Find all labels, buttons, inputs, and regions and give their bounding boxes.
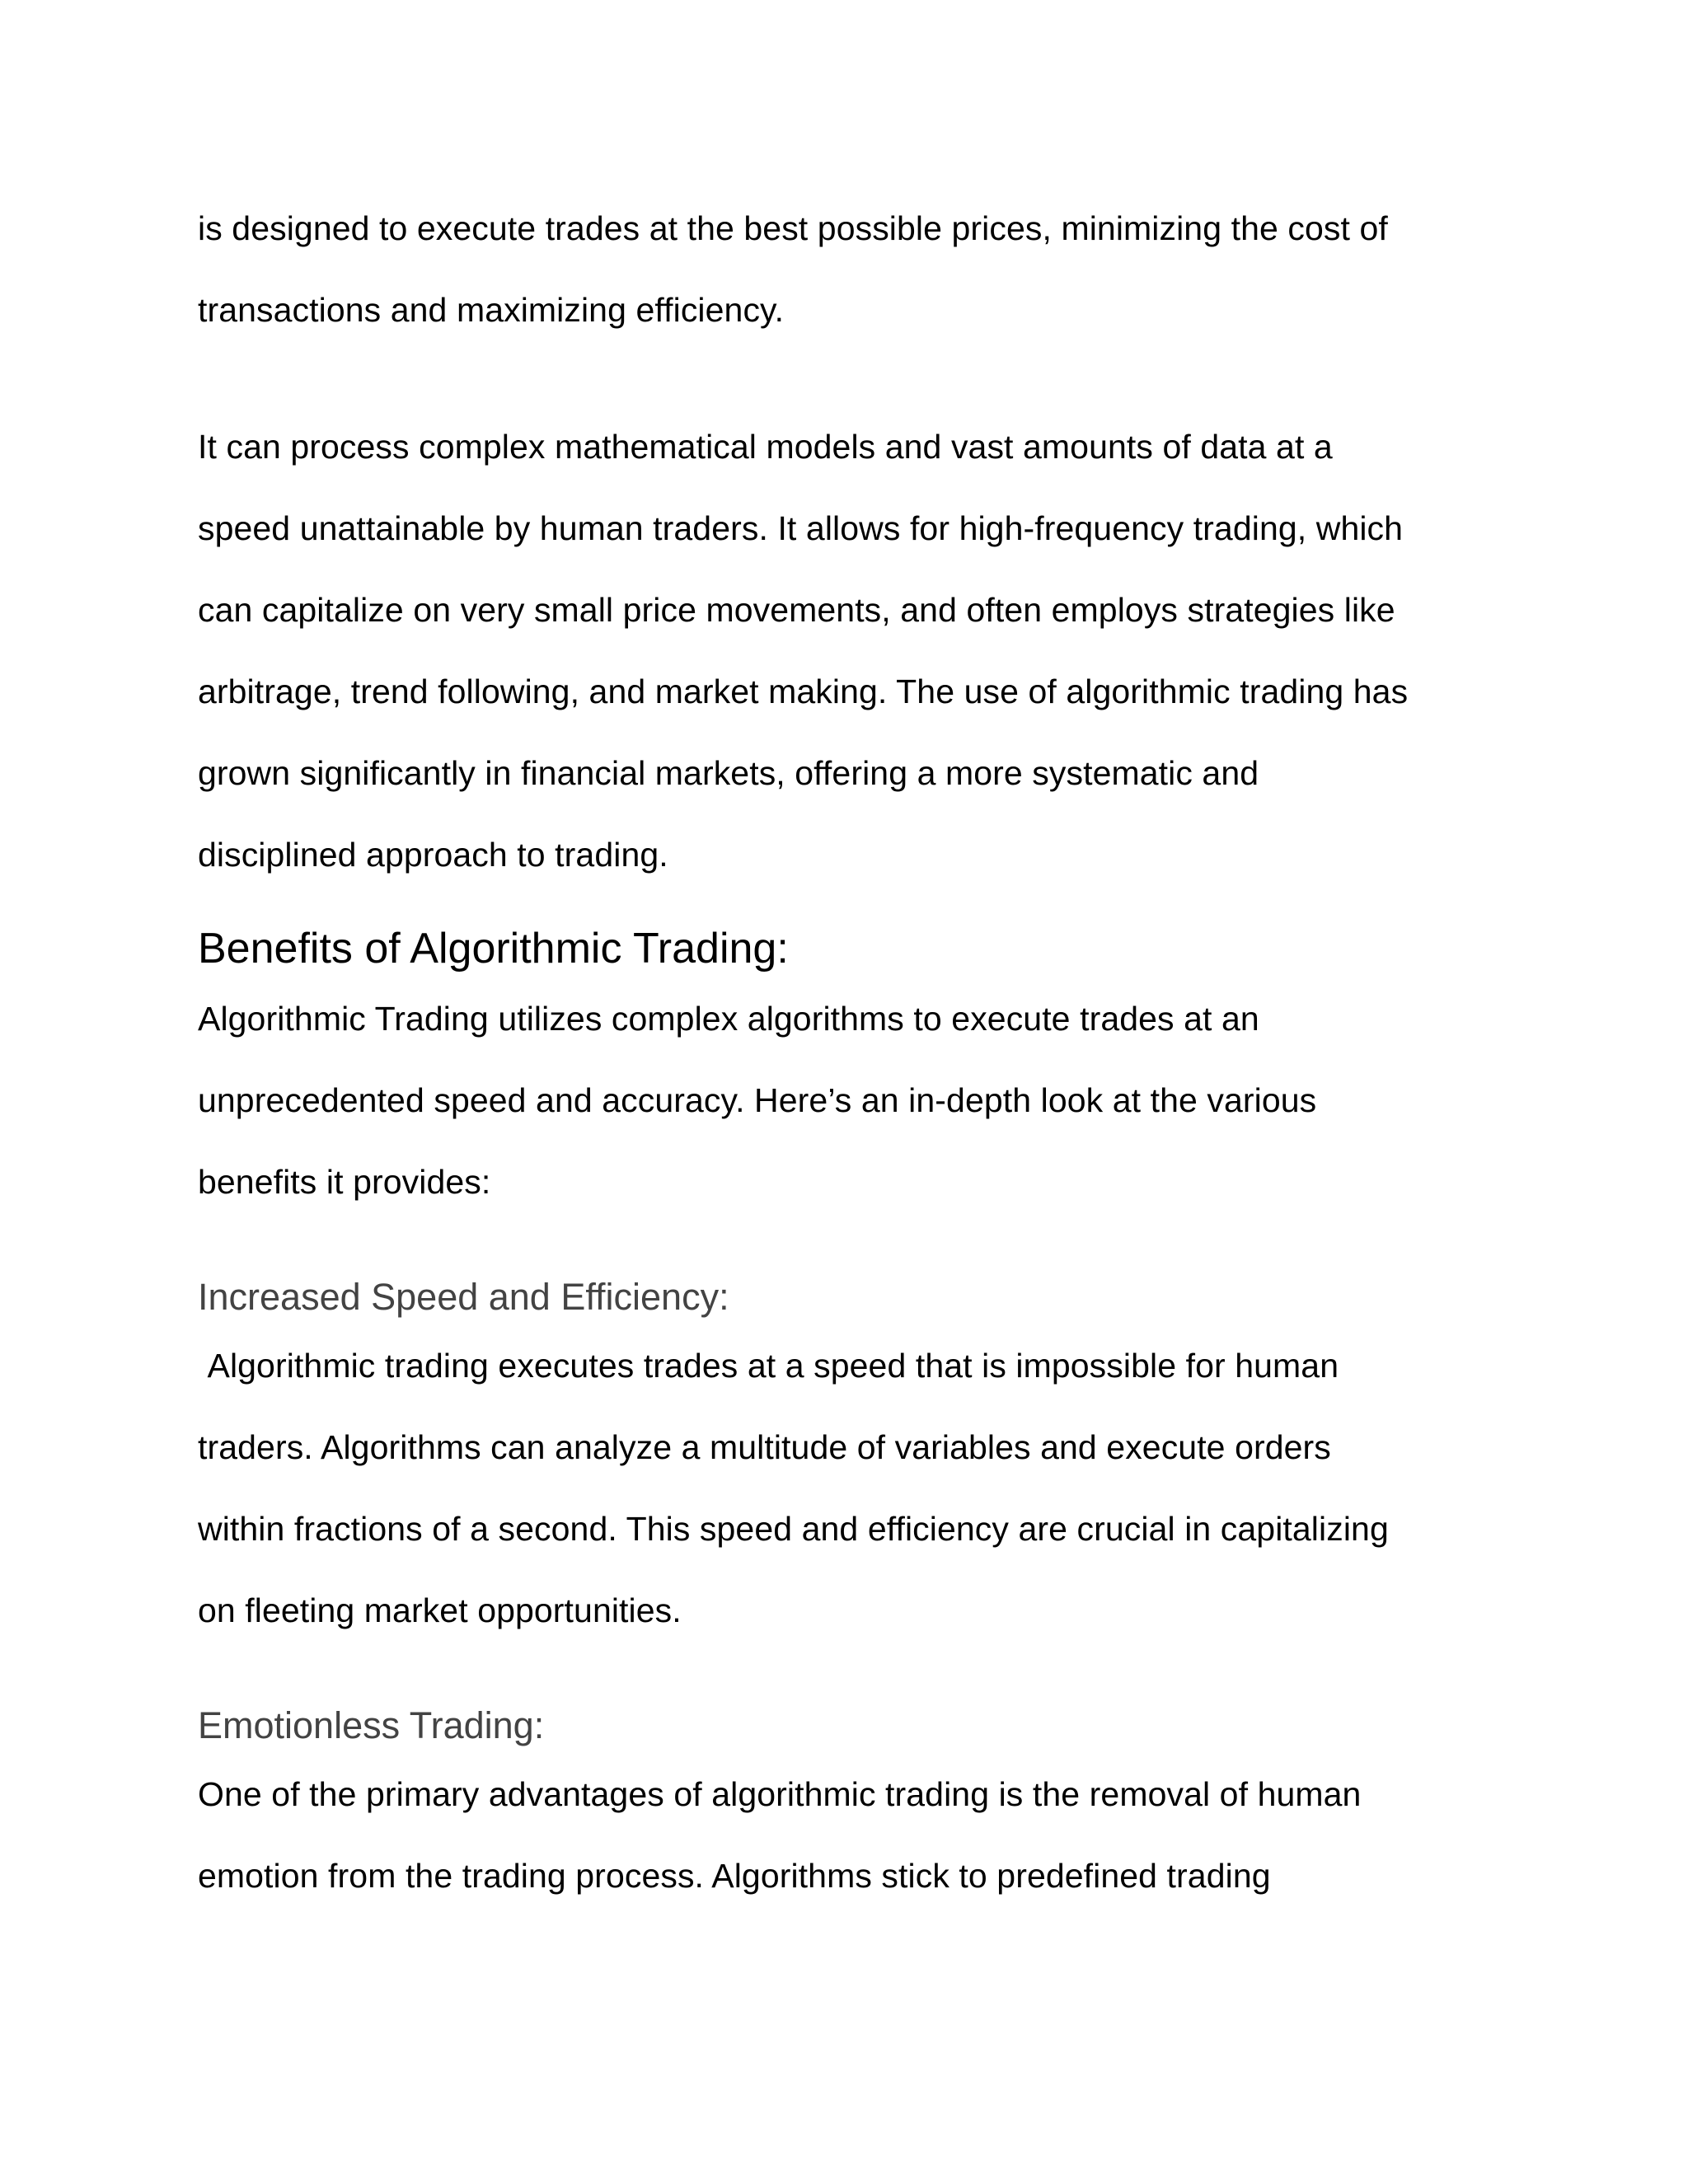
paragraph-processing: It can process complex mathematical models and vast amounts of data at a speed unattainable by human traders. It allows for high-frequency trading, which can capitalize on very small price movements, and often employs strategies like arbitrage, trend following, and market making. The use of algorithmic trading has grown significantly in financial markets, offering a more systematic and disciplined approach to trading. bbox=[198, 428, 1409, 874]
heading-benefits: Benefits of Algorithmic Trading: bbox=[198, 925, 789, 972]
subheading-emotionless-trading: Emotionless Trading: bbox=[198, 1704, 545, 1746]
document-content bbox=[198, 188, 1517, 1917]
paragraph-speed-efficiency: Algorithmic trading executes trades at a speed that is impossible for human traders. Algorithms can analyze a multitude of variables and execute orders within fractions of a second. This speed and efficiency are crucial in capitalizing on fleeting market opportunities. bbox=[198, 1347, 1389, 1629]
paragraph-execution-intro: is designed to execute trades at the best possible prices, minimizing the cost of transactions and maximizing efficiency. bbox=[198, 209, 1388, 329]
paragraph-emotionless-trading: One of the primary advantages of algorithmic trading is the removal of human emotion from the trading process. Algorithms stick to predefined trading bbox=[198, 1775, 1362, 1895]
paragraph-spacer bbox=[198, 351, 1517, 406]
subheading-speed-efficiency: Increased Speed and Efficiency: bbox=[198, 1276, 729, 1318]
paragraph-benefits-intro: Algorithmic Trading utilizes complex algorithms to execute trades at an unprecedented speed and accuracy. Here’s an in-depth look at the various benefits it provides: bbox=[198, 1000, 1317, 1201]
